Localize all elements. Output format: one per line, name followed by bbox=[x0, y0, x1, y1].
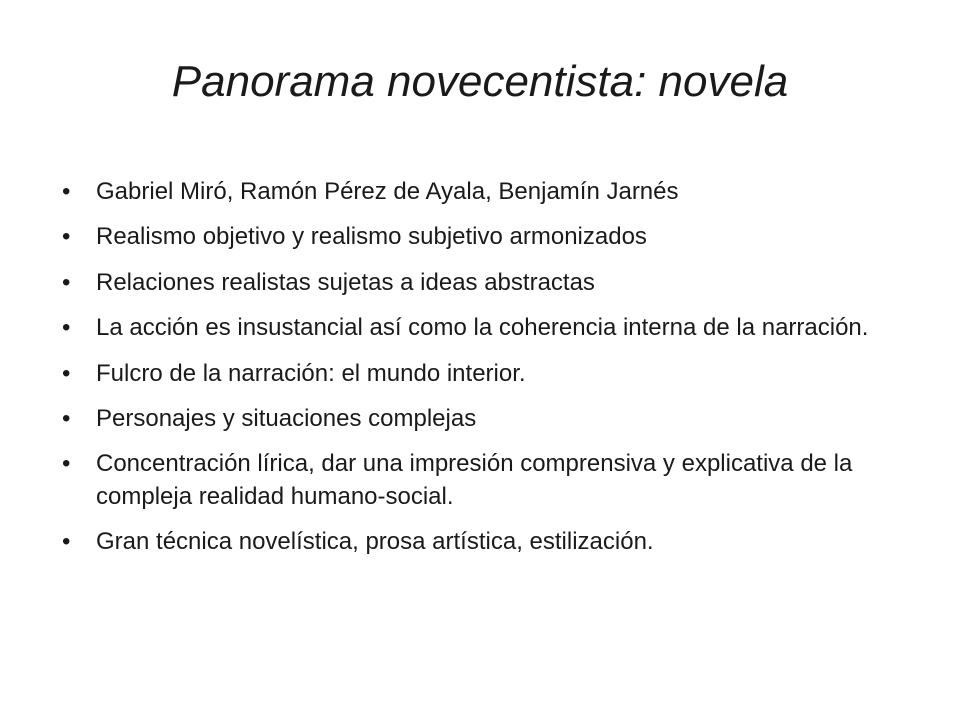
bullet-text: Concentración lírica, dar una impresión comprensiva y explicativa de la compleja realidad humano-social. bbox=[96, 450, 853, 510]
bullet-icon: • bbox=[62, 314, 71, 342]
bullet-icon: • bbox=[62, 404, 71, 432]
bullet-icon: • bbox=[62, 450, 71, 478]
bullet-text: Gran técnica novelística, prosa artística, estilización. bbox=[96, 528, 654, 556]
bullet-text: Relaciones realistas sujetas a ideas abstractas bbox=[96, 268, 595, 296]
bullet-text: Realismo objetivo y realismo subjetivo armonizados bbox=[96, 223, 647, 251]
bullet-icon: • bbox=[62, 223, 71, 251]
bullet-icon: • bbox=[62, 178, 71, 205]
bullet-icon: • bbox=[62, 268, 71, 296]
bullet-text: Gabriel Miró, Ramón Pérez de Ayala, Benjamín Jarnés bbox=[96, 178, 679, 205]
bullet-item-6 bbox=[62, 403, 902, 435]
bullet-item-5 bbox=[62, 358, 902, 390]
bullet-icon: • bbox=[62, 528, 71, 556]
bullet-text: La acción es insustancial así como la coherencia interna de la narración. bbox=[96, 314, 869, 342]
bullet-item-8 bbox=[62, 526, 902, 558]
bullet-text: Fulcro de la narración: el mundo interior. bbox=[96, 359, 526, 387]
slide-title: Panorama novecentista: novela bbox=[171, 57, 789, 106]
bullet-item-7 bbox=[62, 448, 902, 513]
bullet-text: Personajes y situaciones complejas bbox=[96, 404, 477, 432]
bullet-item-4 bbox=[62, 312, 902, 344]
bullet-icon: • bbox=[62, 359, 71, 387]
bullet-list bbox=[62, 176, 902, 572]
bullet-item-2 bbox=[62, 221, 902, 253]
bullet-item-3 bbox=[62, 267, 902, 299]
bullet-item-1 bbox=[62, 176, 902, 208]
